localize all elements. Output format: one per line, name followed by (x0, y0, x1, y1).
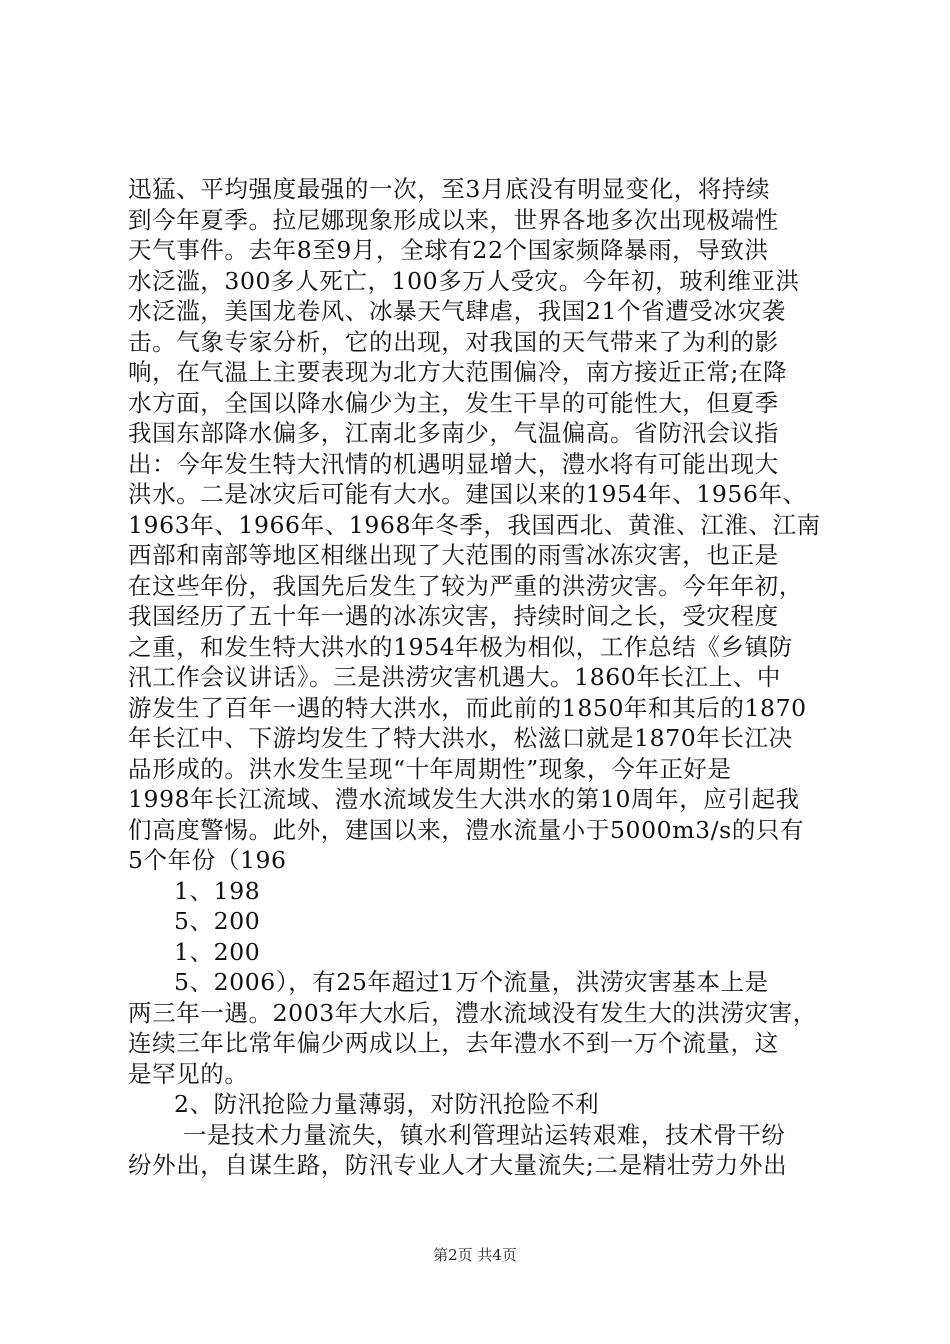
text-line: 出：今年发生特大汛情的机遇明显增大，澧水将有可能出现大 (128, 449, 779, 478)
text-line: 1998年长江流域、澧水流域发生大洪水的第10周年，应引起我 (128, 785, 800, 813)
text-line: 西部和南部等地区相继出现了大范围的雨雪冰冻灾害，也正是 (128, 541, 779, 569)
text-line: 在这些年份，我国先后发生了较为严重的洪涝灾害。今年年初， (128, 571, 803, 600)
text-line: 1、198 (174, 876, 261, 905)
text-line: 两三年一遇。2003年大水后，澧水流域没有发生大的洪涝灾害， (128, 998, 817, 1027)
text-line: 天气事件。去年8至9月，全球有22个国家频降暴雨，导致洪 (128, 236, 769, 264)
text-line: 连续三年比常年偏少两成以上，去年澧水不到一万个流量，这 (128, 1029, 779, 1057)
text-line: 水泛滥，美国龙卷风、冰暴天气肆虐，我国21个省遭受冰灾袭 (128, 297, 786, 325)
text-line: 迅猛、平均强度最强的一次，至3月底没有明显变化，将持续 (128, 175, 771, 203)
page-number-footer: 第2页 共4页 (433, 1246, 517, 1264)
text-line: 5、2006），有25年超过1万个流量，洪涝灾害基本上是 (174, 968, 769, 996)
text-line: 5、200 (174, 907, 261, 935)
text-line: 响，在气温上主要表现为北方大范围偏冷，南方接近正常;在降 (128, 358, 788, 386)
text-line: 1、200 (174, 937, 261, 966)
text-line: 一是技术力量流失，镇水利管理站运转艰难，技术骨干纷 (183, 1120, 786, 1149)
text-line: 品形成的。洪水发生呈现“十年周期性”现象，今年正好是 (128, 754, 732, 783)
section-heading: 2、防汛抢险力量薄弱，对防汛抢险不利 (174, 1090, 600, 1118)
text-line: 5个年份（196 (128, 846, 287, 874)
text-line: 水方面，全国以降水偏少为主，发生干旱的可能性大，但夏季 (128, 388, 779, 417)
body-text (128, 174, 838, 1181)
text-line: 汛工作会议讲话》。三是洪涝灾害机遇大。1860年长江上、中 (128, 663, 781, 691)
text-line: 们高度警惕。此外，建国以来，澧水流量小于5000m3/s的只有 (128, 815, 805, 844)
text-line: 击。气象专家分析，它的出现，对我国的天气带来了为利的影 (128, 327, 779, 356)
text-line: 1963年、1966年、1968年冬季，我国西北、黄淮、江淮、江南 (128, 510, 821, 539)
text-line: 我国东部降水偏多，江南北多南少，气温偏高。省防汛会议指 (128, 419, 779, 447)
text-line: 年长江中、下游均发生了特大洪水，松滋口就是1870年长江决 (128, 724, 793, 752)
text-line: 游发生了百年一遇的特大洪水，而此前的1850年和其后的1870 (128, 693, 807, 722)
text-line: 水泛滥，300多人死亡，100多万人受灾。今年初，玻利维亚洪 (128, 266, 800, 295)
text-line: 洪水。二是冰灾后可能有大水。建国以来的1954年、1956年、 (128, 480, 807, 508)
text-line: 我国经历了五十年一遇的冰冻灾害，持续时间之长，受灾程度 (128, 602, 779, 630)
text-line: 之重，和发生特大洪水的1954年极为相似，工作总结《乡镇防 (128, 632, 793, 661)
text-line: 纷外出，自谋生路，防汛专业人才大量流失;二是精壮劳力外出 (128, 1151, 788, 1179)
text-line: 是罕见的。 (128, 1059, 249, 1088)
text-line: 到今年夏季。拉尼娜现象形成以来，世界各地多次出现极端性 (128, 205, 779, 234)
